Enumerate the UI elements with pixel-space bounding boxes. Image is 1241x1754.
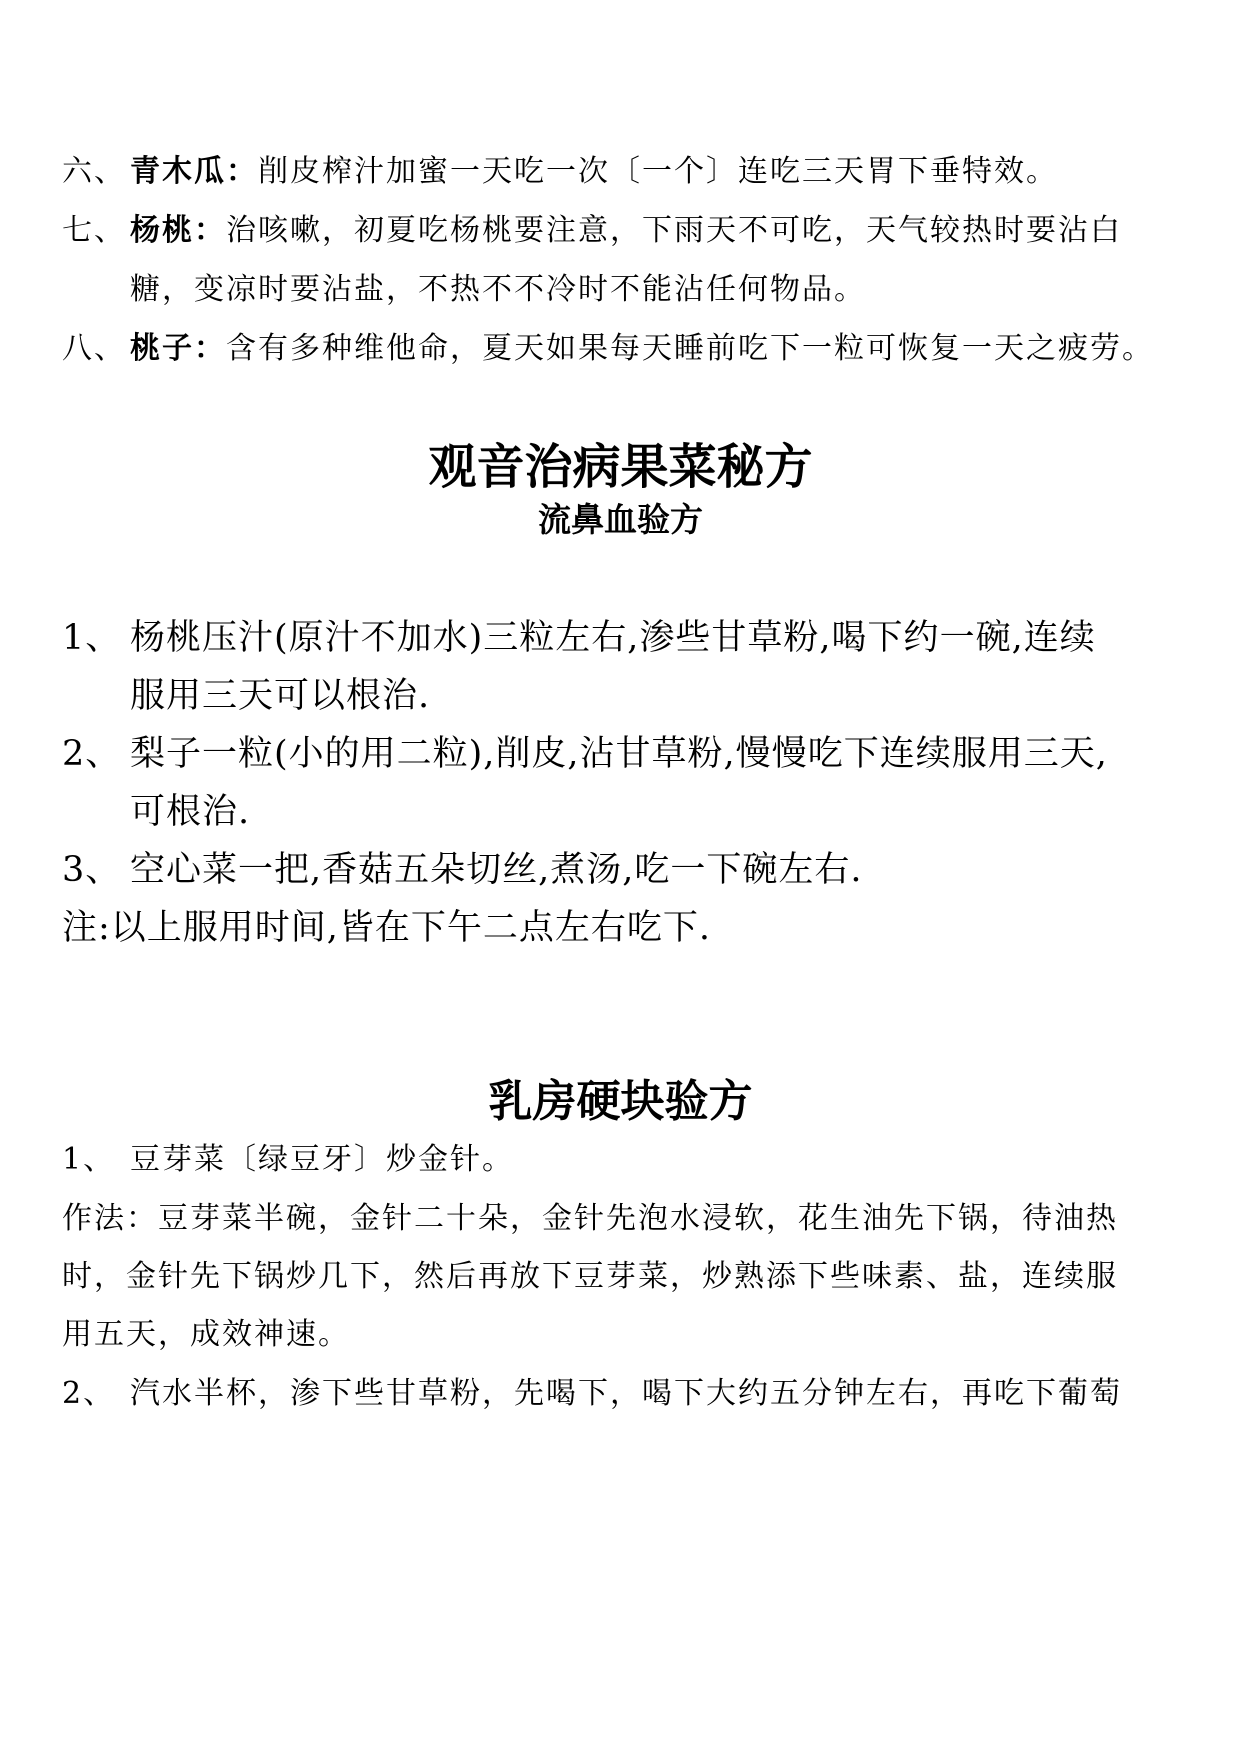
note-text: 注:以上服用时间,皆在下午二点左右吃下. [62,908,712,948]
method-text-line: 时，金针先下锅炒几下，然后再放下豆芽菜，炒熟添下些味素、盐，连续服 [62,1259,1118,1294]
item-number: 1、 [62,618,122,658]
item-continuation-text: 糖，变凉时要沾盐，不热不不冷时不能沾任何物品。 [130,272,866,307]
item-number: 2、 [62,1376,116,1411]
item-text: 削皮榨汁加蜜一天吃一次〔一个〕连吃三天胃下垂特效。 [258,154,1058,189]
item-text: 含有多种维他命，夏天如果每天睡前吃下一粒可恢复一天之疲劳。 [226,331,1154,366]
item-number: 3、 [62,850,122,890]
item-term: 桃子： [130,331,226,366]
item-term: 杨桃： [130,213,226,248]
section-title: 乳房硬块验方 [488,1076,753,1127]
section-title: 观音治病果菜秘方 [428,439,813,495]
item-text: 梨子一粒(小的用二粒),削皮,沾甘草粉,慢慢吃下连续服用三天, [130,734,1108,774]
method-text-line: 用五天，成效神速。 [62,1317,350,1352]
item-text: 汽水半杯，渗下些甘草粉，先喝下，喝下大约五分钟左右，再吃下葡萄 [130,1376,1122,1411]
item-text: 治咳嗽，初夏吃杨桃要注意，下雨天不可吃，天气较热时要沾白 [226,213,1122,248]
item-continuation-text: 可根治. [130,792,251,832]
item-number: 1、 [62,1142,116,1177]
item-number: 七、 [62,213,126,248]
item-text: 豆芽菜〔绿豆牙〕炒金针。 [130,1142,514,1177]
item-number: 八、 [62,331,126,366]
item-continuation-text: 服用三天可以根治. [130,676,431,716]
item-text: 杨桃压汁(原汁不加水)三粒左右,渗些甘草粉,喝下约一碗,连续 [130,618,1096,658]
item-text: 空心菜一把,香菇五朵切丝,煮汤,吃一下碗左右. [130,850,863,890]
item-number: 六、 [62,154,126,189]
section-subtitle: 流鼻血验方 [538,500,703,539]
method-text-line: 作法：豆芽菜半碗，金针二十朵，金针先泡水浸软，花生油先下锅，待油热 [62,1201,1118,1236]
item-number: 2、 [62,734,122,774]
item-term: 青木瓜： [130,154,258,189]
